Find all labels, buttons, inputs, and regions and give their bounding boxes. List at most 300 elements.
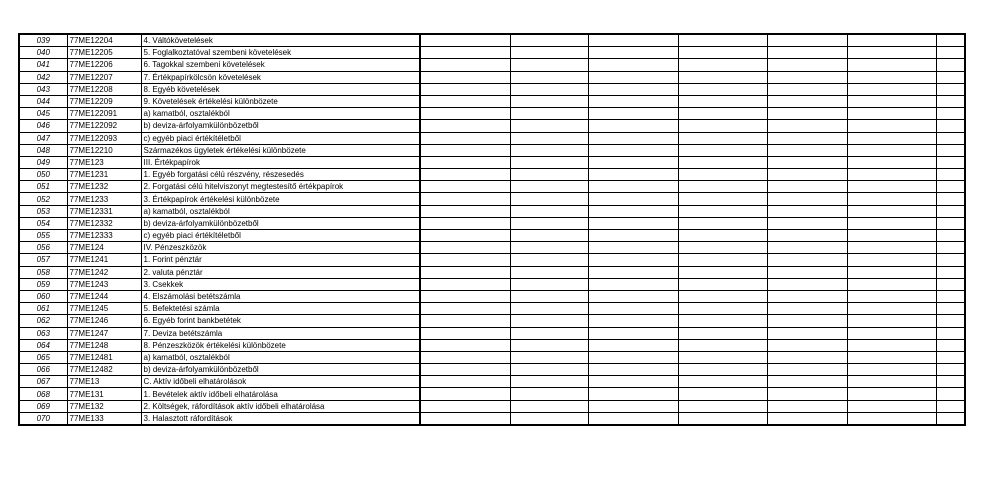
value-cell [510, 169, 588, 181]
value-cell [847, 327, 936, 339]
value-cell [420, 144, 510, 156]
item-name-cell: 6. Tagokkal szembeni követelések [141, 59, 420, 71]
item-name-cell: a) kamatból, osztalékból [141, 205, 420, 217]
value-cell [847, 230, 936, 242]
value-cell [936, 156, 965, 168]
value-cell [588, 156, 678, 168]
row-number-cell: 065 [19, 351, 67, 363]
item-name-cell: c) egyéb piaci értékítéletből [141, 132, 420, 144]
value-cell [767, 339, 847, 351]
item-name-cell: 4. Elszámolási betétszámla [141, 290, 420, 302]
value-cell [936, 327, 965, 339]
item-name-cell: C. Aktív időbeli elhatárolások [141, 376, 420, 388]
account-code-cell: 77ME12206 [67, 59, 141, 71]
value-cell [678, 303, 767, 315]
value-cell [420, 71, 510, 83]
table-row [19, 388, 965, 400]
value-cell [420, 193, 510, 205]
account-code-cell: 77ME131 [67, 388, 141, 400]
value-cell [936, 144, 965, 156]
value-cell [767, 205, 847, 217]
item-name-cell: c) egyéb piaci értékítéletből [141, 230, 420, 242]
value-cell [588, 254, 678, 266]
value-cell [767, 230, 847, 242]
value-cell [847, 217, 936, 229]
row-number-cell: 054 [19, 217, 67, 229]
value-cell [767, 217, 847, 229]
ledger-table-body [19, 34, 965, 425]
value-cell [936, 59, 965, 71]
value-cell [420, 290, 510, 302]
value-cell [678, 193, 767, 205]
value-cell [420, 254, 510, 266]
value-cell [420, 83, 510, 95]
value-cell [936, 254, 965, 266]
row-number-cell: 051 [19, 181, 67, 193]
value-cell [588, 144, 678, 156]
item-name-cell: b) deviza-árfolyamkülönbözetből [141, 364, 420, 376]
table-row [19, 95, 965, 107]
row-number-cell: 052 [19, 193, 67, 205]
table-row [19, 156, 965, 168]
value-cell [510, 83, 588, 95]
account-code-cell: 77ME12207 [67, 71, 141, 83]
value-cell [767, 59, 847, 71]
value-cell [678, 412, 767, 425]
value-cell [847, 315, 936, 327]
table-row [19, 376, 965, 388]
item-name-cell: b) deviza-árfolyamkülönbözetből [141, 217, 420, 229]
value-cell [847, 351, 936, 363]
value-cell [767, 83, 847, 95]
item-name-cell: 2. Költségek, ráfordítások aktív időbeli elhatárolása [141, 400, 420, 412]
account-code-cell: 77ME1247 [67, 327, 141, 339]
value-cell [767, 400, 847, 412]
value-cell [847, 144, 936, 156]
table-row [19, 327, 965, 339]
value-cell [936, 34, 965, 47]
value-cell [767, 95, 847, 107]
value-cell [678, 144, 767, 156]
value-cell [510, 339, 588, 351]
account-code-cell: 77ME12481 [67, 351, 141, 363]
value-cell [767, 34, 847, 47]
value-cell [847, 412, 936, 425]
value-cell [588, 242, 678, 254]
value-cell [510, 278, 588, 290]
value-cell [420, 47, 510, 59]
row-number-cell: 039 [19, 34, 67, 47]
value-cell [847, 156, 936, 168]
value-cell [847, 193, 936, 205]
value-cell [588, 217, 678, 229]
table-row [19, 34, 965, 47]
value-cell [678, 59, 767, 71]
value-cell [936, 120, 965, 132]
value-cell [588, 193, 678, 205]
value-cell [588, 132, 678, 144]
item-name-cell: 3. Értékpapírok értékelési különbözete [141, 193, 420, 205]
item-name-cell: III. Értékpapírok [141, 156, 420, 168]
value-cell [510, 266, 588, 278]
value-cell [847, 95, 936, 107]
item-name-cell: 1. Forint pénztár [141, 254, 420, 266]
value-cell [678, 71, 767, 83]
item-name-cell: 9. Követelések értékelési különbözete [141, 95, 420, 107]
value-cell [420, 351, 510, 363]
account-code-cell: 77ME13 [67, 376, 141, 388]
value-cell [678, 230, 767, 242]
table-row [19, 400, 965, 412]
value-cell [510, 254, 588, 266]
row-number-cell: 047 [19, 132, 67, 144]
account-code-cell: 77ME1243 [67, 278, 141, 290]
value-cell [767, 181, 847, 193]
value-cell [936, 169, 965, 181]
value-cell [678, 242, 767, 254]
item-name-cell: 5. Foglalkoztatóval szembeni követelések [141, 47, 420, 59]
value-cell [510, 230, 588, 242]
value-cell [510, 400, 588, 412]
item-name-cell: b) deviza-árfolyamkülönbözetből [141, 120, 420, 132]
value-cell [678, 217, 767, 229]
value-cell [678, 388, 767, 400]
item-name-cell: IV. Pénzeszközök [141, 242, 420, 254]
value-cell [510, 34, 588, 47]
value-cell [767, 132, 847, 144]
value-cell [678, 83, 767, 95]
table-row [19, 230, 965, 242]
account-code-cell: 77ME1246 [67, 315, 141, 327]
account-code-cell: 77ME123 [67, 156, 141, 168]
value-cell [847, 400, 936, 412]
account-code-cell: 77ME132 [67, 400, 141, 412]
value-cell [847, 47, 936, 59]
value-cell [588, 315, 678, 327]
value-cell [588, 412, 678, 425]
value-cell [588, 266, 678, 278]
value-cell [588, 83, 678, 95]
value-cell [420, 95, 510, 107]
table-row [19, 315, 965, 327]
account-code-cell: 77ME122092 [67, 120, 141, 132]
row-number-cell: 060 [19, 290, 67, 302]
value-cell [420, 169, 510, 181]
value-cell [847, 339, 936, 351]
value-cell [510, 376, 588, 388]
row-number-cell: 041 [19, 59, 67, 71]
value-cell [936, 290, 965, 302]
row-number-cell: 050 [19, 169, 67, 181]
value-cell [936, 95, 965, 107]
value-cell [588, 388, 678, 400]
table-row [19, 71, 965, 83]
value-cell [936, 278, 965, 290]
account-code-cell: 77ME124 [67, 242, 141, 254]
value-cell [510, 144, 588, 156]
value-cell [588, 364, 678, 376]
account-code-cell: 77ME12209 [67, 95, 141, 107]
value-cell [847, 303, 936, 315]
table-row [19, 108, 965, 120]
account-code-cell: 77ME1248 [67, 339, 141, 351]
value-cell [767, 254, 847, 266]
value-cell [510, 242, 588, 254]
value-cell [420, 132, 510, 144]
value-cell [847, 364, 936, 376]
value-cell [420, 278, 510, 290]
value-cell [588, 290, 678, 302]
value-cell [678, 278, 767, 290]
value-cell [588, 34, 678, 47]
value-cell [936, 217, 965, 229]
value-cell [510, 193, 588, 205]
value-cell [936, 266, 965, 278]
value-cell [588, 230, 678, 242]
item-name-cell: 3. Csekkek [141, 278, 420, 290]
item-name-cell: 7. Deviza betétszámla [141, 327, 420, 339]
value-cell [847, 266, 936, 278]
value-cell [678, 266, 767, 278]
row-number-cell: 044 [19, 95, 67, 107]
value-cell [510, 132, 588, 144]
account-code-cell: 77ME12210 [67, 144, 141, 156]
value-cell [510, 303, 588, 315]
value-cell [588, 71, 678, 83]
value-cell [767, 144, 847, 156]
value-cell [510, 351, 588, 363]
value-cell [678, 181, 767, 193]
value-cell [847, 108, 936, 120]
table-row [19, 217, 965, 229]
value-cell [420, 266, 510, 278]
value-cell [420, 59, 510, 71]
value-cell [678, 132, 767, 144]
account-code-cell: 77ME1241 [67, 254, 141, 266]
table-row [19, 290, 965, 302]
table-row [19, 242, 965, 254]
value-cell [510, 364, 588, 376]
value-cell [847, 83, 936, 95]
table-row [19, 364, 965, 376]
item-name-cell: 8. Egyéb követelések [141, 83, 420, 95]
table-row [19, 254, 965, 266]
value-cell [678, 290, 767, 302]
row-number-cell: 045 [19, 108, 67, 120]
value-cell [510, 156, 588, 168]
value-cell [420, 242, 510, 254]
row-number-cell: 043 [19, 83, 67, 95]
account-code-cell: 77ME122091 [67, 108, 141, 120]
value-cell [847, 34, 936, 47]
value-cell [420, 156, 510, 168]
value-cell [847, 169, 936, 181]
row-number-cell: 066 [19, 364, 67, 376]
value-cell [936, 205, 965, 217]
value-cell [588, 278, 678, 290]
value-cell [510, 388, 588, 400]
value-cell [847, 254, 936, 266]
value-cell [767, 169, 847, 181]
value-cell [588, 47, 678, 59]
value-cell [847, 59, 936, 71]
value-cell [847, 71, 936, 83]
value-cell [510, 71, 588, 83]
value-cell [767, 364, 847, 376]
table-row [19, 120, 965, 132]
value-cell [588, 95, 678, 107]
item-name-cell: 3. Halasztott ráfordítások [141, 412, 420, 425]
value-cell [767, 47, 847, 59]
value-cell [767, 290, 847, 302]
item-name-cell: Származékos ügyletek értékelési különbözete [141, 144, 420, 156]
value-cell [936, 315, 965, 327]
value-cell [420, 120, 510, 132]
table-row [19, 266, 965, 278]
account-code-cell: 77ME12205 [67, 47, 141, 59]
value-cell [767, 108, 847, 120]
account-code-cell: 77ME1245 [67, 303, 141, 315]
value-cell [936, 412, 965, 425]
value-cell [420, 303, 510, 315]
value-cell [420, 400, 510, 412]
value-cell [936, 364, 965, 376]
table-row [19, 278, 965, 290]
value-cell [767, 71, 847, 83]
table-row [19, 132, 965, 144]
value-cell [847, 242, 936, 254]
item-name-cell: 6. Egyéb forint bankbetétek [141, 315, 420, 327]
row-number-cell: 063 [19, 327, 67, 339]
value-cell [420, 34, 510, 47]
account-code-cell: 77ME1231 [67, 169, 141, 181]
table-row [19, 339, 965, 351]
value-cell [588, 351, 678, 363]
value-cell [936, 230, 965, 242]
item-name-cell: 2. valuta pénztár [141, 266, 420, 278]
table-row [19, 303, 965, 315]
account-code-cell: 77ME12332 [67, 217, 141, 229]
value-cell [678, 351, 767, 363]
row-number-cell: 059 [19, 278, 67, 290]
value-cell [588, 59, 678, 71]
account-code-cell: 77ME12208 [67, 83, 141, 95]
table-row [19, 193, 965, 205]
value-cell [510, 120, 588, 132]
value-cell [767, 156, 847, 168]
value-cell [420, 376, 510, 388]
value-cell [678, 339, 767, 351]
table-row [19, 47, 965, 59]
value-cell [847, 290, 936, 302]
value-cell [510, 217, 588, 229]
value-cell [678, 169, 767, 181]
value-cell [678, 376, 767, 388]
value-cell [767, 303, 847, 315]
value-cell [588, 339, 678, 351]
value-cell [510, 290, 588, 302]
row-number-cell: 046 [19, 120, 67, 132]
value-cell [510, 47, 588, 59]
value-cell [847, 120, 936, 132]
value-cell [510, 108, 588, 120]
value-cell [420, 108, 510, 120]
ledger-table [18, 33, 966, 426]
row-number-cell: 058 [19, 266, 67, 278]
value-cell [420, 315, 510, 327]
item-name-cell: 2. Forgatási célú hitelviszonyt megtestesítő értékpapírok [141, 181, 420, 193]
value-cell [936, 47, 965, 59]
table-row [19, 144, 965, 156]
row-number-cell: 048 [19, 144, 67, 156]
account-code-cell: 77ME1242 [67, 266, 141, 278]
value-cell [678, 156, 767, 168]
value-cell [588, 376, 678, 388]
table-row [19, 181, 965, 193]
value-cell [588, 205, 678, 217]
value-cell [936, 132, 965, 144]
value-cell [420, 327, 510, 339]
value-cell [847, 205, 936, 217]
row-number-cell: 070 [19, 412, 67, 425]
value-cell [767, 242, 847, 254]
value-cell [678, 327, 767, 339]
value-cell [678, 120, 767, 132]
account-code-cell: 77ME12482 [67, 364, 141, 376]
row-number-cell: 049 [19, 156, 67, 168]
value-cell [678, 400, 767, 412]
value-cell [510, 412, 588, 425]
account-code-cell: 77ME12333 [67, 230, 141, 242]
value-cell [588, 181, 678, 193]
account-code-cell: 77ME133 [67, 412, 141, 425]
value-cell [678, 364, 767, 376]
value-cell [936, 388, 965, 400]
value-cell [767, 388, 847, 400]
value-cell [847, 278, 936, 290]
row-number-cell: 064 [19, 339, 67, 351]
value-cell [588, 400, 678, 412]
value-cell [936, 242, 965, 254]
row-number-cell: 062 [19, 315, 67, 327]
row-number-cell: 042 [19, 71, 67, 83]
item-name-cell: a) kamatból, osztalékból [141, 351, 420, 363]
value-cell [678, 47, 767, 59]
value-cell [510, 327, 588, 339]
value-cell [936, 181, 965, 193]
item-name-cell: a) kamatból, osztalékból [141, 108, 420, 120]
value-cell [767, 266, 847, 278]
value-cell [767, 327, 847, 339]
value-cell [420, 339, 510, 351]
table-row [19, 169, 965, 181]
row-number-cell: 040 [19, 47, 67, 59]
table-row [19, 412, 965, 425]
value-cell [420, 412, 510, 425]
value-cell [767, 120, 847, 132]
table-row [19, 351, 965, 363]
value-cell [510, 181, 588, 193]
value-cell [588, 108, 678, 120]
value-cell [420, 364, 510, 376]
value-cell [936, 351, 965, 363]
value-cell [678, 315, 767, 327]
item-name-cell: 5. Befektetési számla [141, 303, 420, 315]
value-cell [767, 278, 847, 290]
value-cell [767, 376, 847, 388]
row-number-cell: 067 [19, 376, 67, 388]
item-name-cell: 1. Bevételek aktív időbeli elhatárolása [141, 388, 420, 400]
